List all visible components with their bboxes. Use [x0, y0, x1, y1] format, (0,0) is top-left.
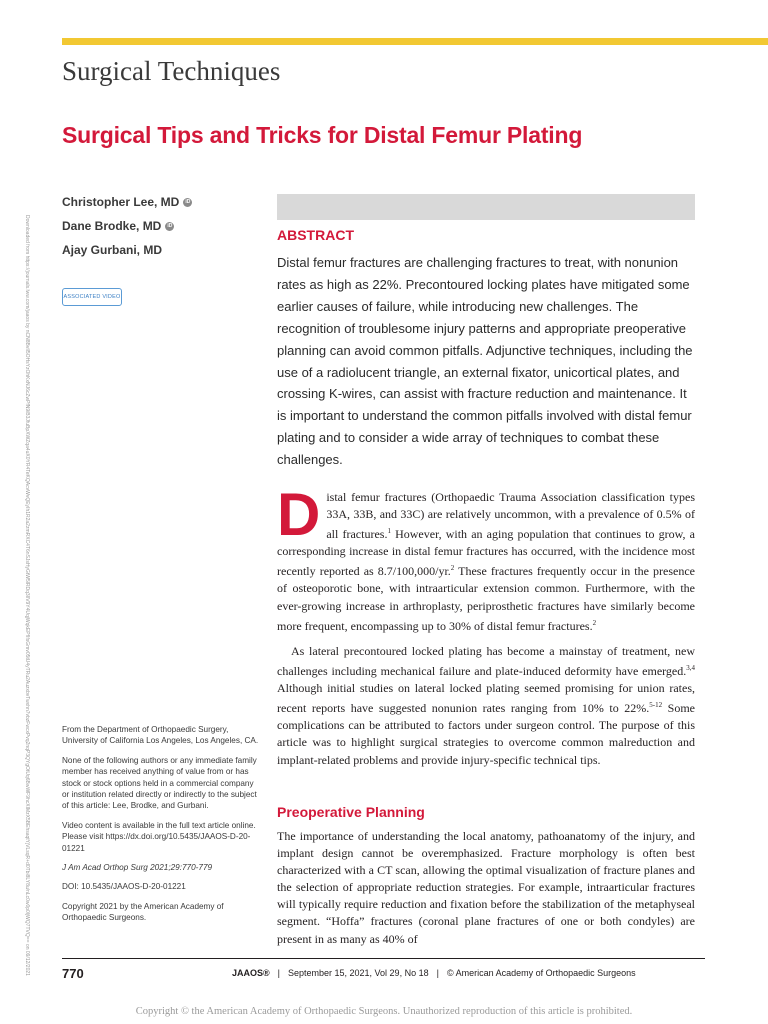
body-text-run: However, with an aging population that continues to grow, a corresponding increase in distal femur fractures has occurred, with the incidence most recently reported as 8.7/100,000/yr.	[277, 527, 695, 579]
reference-superscript[interactable]: 3,4	[686, 664, 695, 673]
author-list	[62, 190, 192, 262]
video-note[interactable]: Video content is available in the full text article online. Please visit https://dx.doi.org/10.5435/JAAOS-D-20-01221	[62, 820, 256, 853]
citation: J Am Acad Orthop Surg 2021;29:770-779	[62, 863, 213, 873]
download-watermark	[22, 215, 32, 976]
reference-superscript[interactable]: 5-12	[649, 701, 663, 710]
journal-name: JAAOS®	[232, 968, 270, 978]
reference-superscript[interactable]: 1	[387, 527, 391, 536]
body-text-run: These fractures frequently occur in the presence of osteoporotic bone, with intraarticular extension common. Furthermore, with the ever-growing increase in arthroplasty, periprosthetic fractures have similarly become more frequent, encompassing up to 30% of distal femur fractures.	[277, 564, 695, 633]
orcid-icon[interactable]: iD	[167, 222, 173, 229]
disclosure-note: None of the following authors or any immediate family member has received anything of value from or has stock or stock options held in a commercial company or institution related directly or indirectly to the subject of this article: Lee, Brodke, and Gurbani.	[62, 755, 257, 811]
author-name: Ajay Gurbani, MD	[62, 243, 163, 257]
article-notes	[62, 724, 262, 932]
body-text-run: istal femur fractures (Orthopaedic Trauma Association classification types 33A, 33B, and 33C) are relatively uncommon, with a prevalence of 0.5% of all fractures.	[326, 490, 695, 542]
author-item[interactable]	[62, 214, 192, 238]
copyright-note: Copyright 2021 by the American Academy of Orthopaedic Surgeons.	[62, 901, 224, 923]
body-paragraph-1	[277, 481, 695, 635]
author-name: Dane Brodke, MD	[62, 219, 162, 233]
abstract-banner	[277, 194, 695, 220]
reference-superscript[interactable]: 2	[592, 618, 597, 627]
reference-superscript[interactable]: 2	[450, 564, 455, 573]
body-paragraph-2	[277, 643, 695, 769]
page-number: 770	[62, 966, 84, 981]
body-text-run: As lateral precontoured locked plating has become a mainstay of treatment, new challenges including mechanical failure and plate-induced deformity have emerged.	[277, 644, 695, 679]
footer-rule	[62, 958, 705, 959]
author-name: Christopher Lee, MD	[62, 195, 180, 209]
affiliation-note: From the Department of Orthopaedic Surgery, University of California Los Angeles, Los Angeles, CA.	[62, 725, 259, 746]
journal-info	[232, 968, 636, 978]
drop-cap: D	[277, 481, 321, 548]
section-heading: Preoperative Planning	[277, 804, 425, 820]
body-text-run: Although initial studies on lateral locked plating seemed promising for union rates, recent reports have suggested nonunion rates ranging from 10% to 22%.	[277, 681, 695, 716]
abstract-text: Distal femur fractures are challenging fractures to treat, with nonunion rates as high as 22%. Precontoured locking plates have mitigated some earlier causes of failure, while introducing new challenges. The recognition of troublesome injury patterns and appropriate preoperative planning can avoid common pitfalls. Adjunctive techniques, including the use of a radiolucent triangle, an external fixator, unicortical plates, and crossing K-wires, can assist with fracture reduction and maintenance. It is important to understand the common pitfalls involved with distal femur plating and to consider a wide array of techniques to combat these challenges.	[277, 255, 693, 468]
header-rule	[62, 38, 768, 45]
doi-link[interactable]: DOI: 10.5435/JAAOS-D-20-01221	[62, 882, 186, 892]
body-text-run: Some complications can be attributed to factors under surgeon control. The purpose of this article was to highlight surgical strategies to overcome common malreduction and implant-related problems and provide injury-specific technical tips.	[277, 701, 695, 767]
associated-video-button[interactable]: ASSOCIATED VIDEO	[62, 288, 122, 306]
footer-copyright: © American Academy of Orthopaedic Surgeons	[446, 968, 636, 978]
author-item[interactable]	[62, 238, 192, 262]
article-title: Surgical Tips and Tricks for Distal Femur Plating	[62, 122, 583, 148]
abstract-heading: ABSTRACT	[277, 227, 354, 243]
reproduction-notice: Copyright © the American Academy of Orthopaedic Surgeons. Unauthorized reproduction of this article is prohibited.	[135, 1006, 633, 1017]
footer-separator: |	[436, 968, 439, 978]
issue-info: September 15, 2021, Vol 29, No 18	[287, 968, 429, 978]
section-label: Surgical Techniques	[62, 56, 281, 86]
footer-separator: |	[277, 968, 280, 978]
download-watermark-text: Downloaded from https://journals.lww.com/jaaos by nCN8BvIl5OHsYzOhKxNJ6cZwPfN9iB3JfuBpXWZqa4uX0YR4TeKQAcvWvQEyIh1R2a2zmRXC4T6nSJsHyGtW5lRDq3IlV9Y4UqjWqkEPfIfsGmv05tU4yTRu2AuzxbvTwxhn7vbzFwcxPvq2nqP3QYgOtUq6BwWF9hcXIMzX5BEhsaqtYjVLsqR+d0Tbi8LY8u/nLc0w0p0ljWQ7TVQ== on 09/12/2021	[24, 215, 30, 976]
orcid-icon[interactable]: iD	[185, 198, 191, 205]
body-paragraph-3: The importance of understanding the local anatomy, pathoanatomy of the injury, and implant design cannot be overemphasized. Fracture morphology is often best characterized with a CT scan, allowing the optimal visualization of fracture planes and the selection of appropriate reduction strategies. For example, intraarticular fractures will typically require reduction and fixation before the stabilization of the metaphyseal segment. “Hoffa” fractures (coronal plane fractures of one or both condyles) are present in as many as 40% of	[277, 829, 695, 946]
author-item[interactable]	[62, 190, 192, 214]
